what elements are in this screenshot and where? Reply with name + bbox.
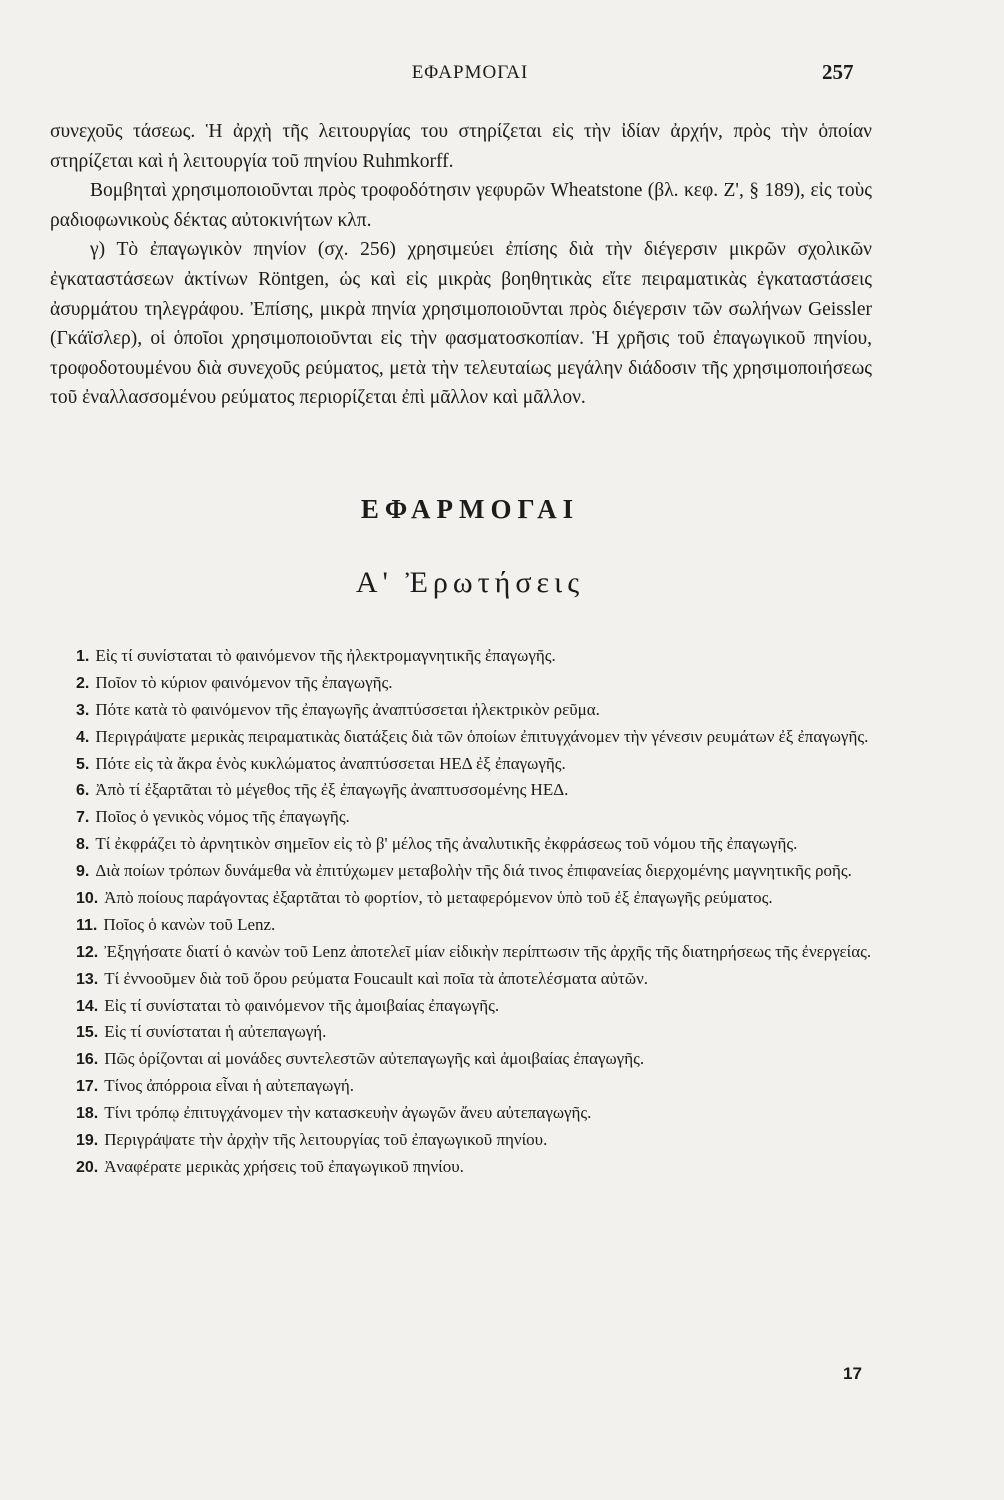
question-item bbox=[50, 751, 880, 777]
question-text: Ποῖον τὸ κύριον φαινόμενον τῆς ἐπαγωγῆς. bbox=[95, 672, 393, 692]
paragraph-continuation: συνεχοῦς τάσεως. Ἡ ἀρχὴ τῆς λειτουργίας του στηρίζεται εἰς τὴν ἰδίαν ἀρχήν, πρὸς τὴν ὁποίαν στηρίζεται καὶ ἡ λειτουργία τοῦ πηνίου Ruhmkorff. bbox=[50, 121, 872, 172]
question-text: Ἐξηγήσατε διατί ὁ κανὼν τοῦ Lenz ἀποτελεῖ μίαν εἰδικὴν περίπτωσιν τῆς ἀρχῆς τῆς διατηρήσεως τῆς ἐνεργείας. bbox=[104, 941, 872, 961]
signature-mark: 17 bbox=[843, 1364, 862, 1383]
running-title: ΕΦΑΡΜΟΓΑΙ bbox=[411, 62, 529, 83]
question-number: 9. bbox=[76, 863, 90, 881]
question-item bbox=[50, 1019, 880, 1045]
question-text: Ποῖος ὁ κανὼν τοῦ Lenz. bbox=[103, 914, 276, 934]
question-item bbox=[50, 804, 880, 830]
question-item bbox=[50, 912, 880, 938]
question-text: Πῶς ὁρίζονται αἱ μονάδες συντελεστῶν αὐτεπαγωγῆς καὶ ἀμοιβαίας ἐπαγωγῆς. bbox=[104, 1049, 645, 1069]
question-text: Εἰς τί συνίσταται ἡ αὐτεπαγωγή. bbox=[104, 1022, 327, 1042]
paragraph-buzzers: Βομβηταὶ χρησιμοποιοῦνται πρὸς τροφοδότησιν γεφυρῶν Wheatstone (βλ. κεφ. Ζ', § 189), εἰς τοὺς ραδιοφωνικοὺς δέκτας αὐτοκινήτων κλπ. bbox=[50, 180, 872, 231]
question-item bbox=[50, 993, 880, 1019]
question-number: 15. bbox=[76, 1024, 99, 1042]
question-text: Ἀπὸ τί ἐξαρτᾶται τὸ μέγεθος τῆς ἐξ ἐπαγωγῆς ἀναπτυσσομένης ΗΕΔ. bbox=[95, 780, 569, 800]
question-item bbox=[50, 939, 880, 965]
question-text: Πότε κατὰ τὸ φαινόμενον τῆς ἐπαγωγῆς ἀναπτύσσεται ἠλεκτρικὸν ρεῦμα. bbox=[95, 699, 600, 719]
question-text: Ποῖος ὁ γενικὸς νόμος τῆς ἐπαγωγῆς. bbox=[95, 807, 350, 827]
body-text bbox=[50, 117, 872, 413]
question-number: 19. bbox=[76, 1132, 99, 1150]
question-text: Διὰ ποίων τρόπων δυνάμεθα νὰ ἐπιτύχωμεν μεταβολὴν τῆς διά τινος ἐπιφανείας διερχομένης μαγνητικῆς ροῆς. bbox=[95, 861, 852, 881]
question-text: Τίνι τρόπῳ ἐπιτυγχάνομεν τὴν κατασκευὴν ἀγωγῶν ἄνευ αὐτεπαγωγῆς. bbox=[104, 1103, 592, 1123]
question-number: 16. bbox=[76, 1051, 99, 1069]
question-text: Τί ἐκφράζει τὸ ἀρνητικὸν σημεῖον εἰς τὸ β' μέλος τῆς ἀναλυτικῆς ἐκφράσεως τοῦ νόμου τῆς ἐπαγωγῆς. bbox=[95, 834, 798, 854]
question-text: Ἀπὸ ποίους παράγοντας ἐξαρτᾶται τὸ φορτίον, τὸ μεταφερόμενον ὑπὸ τοῦ ἐξ ἐπαγωγῆς ρεύματος. bbox=[104, 888, 773, 908]
question-text: Περιγράψατε μερικὰς πειραματικὰς διατάξεις διὰ τῶν ὁποίων ἐπιτυγχάνομεν τὴν γένεσιν ρευμάτων ἐξ ἐπαγωγῆς. bbox=[95, 726, 869, 746]
question-number: 17. bbox=[76, 1078, 99, 1096]
question-number: 10. bbox=[76, 890, 99, 908]
question-item bbox=[50, 670, 880, 696]
running-head bbox=[0, 60, 1004, 90]
question-text: Πότε εἰς τὰ ἄκρα ἑνὸς κυκλώματος ἀναπτύσσεται ΗΕΔ ἐξ ἐπαγωγῆς. bbox=[95, 753, 566, 773]
question-item bbox=[50, 1127, 880, 1153]
section-title: ΕΦΑΡΜΟΓΑΙ bbox=[360, 494, 580, 524]
question-text: Τί ἐννοοῦμεν διὰ τοῦ ὅρου ρεύματα Foucault καὶ ποῖα τὰ ἀποτελέσματα αὐτῶν. bbox=[104, 968, 649, 988]
question-number: 8. bbox=[76, 836, 90, 854]
question-number: 5. bbox=[76, 755, 90, 773]
page-number: 257 bbox=[822, 60, 854, 84]
question-item bbox=[50, 885, 880, 911]
question-number: 3. bbox=[76, 701, 90, 719]
question-item bbox=[50, 697, 880, 723]
question-item bbox=[50, 858, 880, 884]
question-item bbox=[50, 1046, 880, 1072]
question-number: 6. bbox=[76, 782, 90, 800]
question-item bbox=[50, 724, 880, 750]
question-number: 13. bbox=[76, 970, 99, 988]
question-number: 14. bbox=[76, 997, 99, 1015]
question-text: Ἀναφέρατε μερικὰς χρήσεις τοῦ ἐπαγωγικοῦ πηνίου. bbox=[104, 1156, 464, 1176]
question-item bbox=[50, 1073, 880, 1099]
question-number: 4. bbox=[76, 728, 90, 746]
question-number: 12. bbox=[76, 943, 99, 961]
question-item bbox=[50, 966, 880, 992]
paragraph-induction-coil: γ) Τὸ ἐπαγωγικὸν πηνίον (σχ. 256) χρησιμεύει ἐπίσης διὰ τὴν διέγερσιν μικρῶν σχολικῶν ἐγκαταστάσεων ἀκτίνων Röntgen, ὡς καὶ εἰς μικρὰς βοηθητικὰς εἴτε πειραματικὰς ἐγκαταστάσεις ἀσυρμάτου τηλεγράφου. Ἐπίσης, μικρὰ πηνία χρησιμοποιοῦνται πρὸς διέγερσιν τῶν σωλήνων Geissler (Γκάϊσλερ), οἱ ὁποῖοι χρησιμοποιοῦνται εἰς τὴν φασματοσκοπίαν. Ἡ χρῆσις τοῦ ἐπαγωγικοῦ πηνίου, τροφοδοτουμένου διὰ συνεχοῦς ρεύματος, μετὰ τὴν τελευταίως μεγάλην διάδοσιν τῆς χρησιμοποιήσεως τοῦ ἐναλλασσομένου ρεύματος περιορίζεται ἐπὶ μᾶλλον καὶ μᾶλλον. bbox=[50, 239, 872, 409]
question-number: 1. bbox=[76, 648, 90, 665]
question-item bbox=[50, 831, 880, 857]
question-number: 11. bbox=[76, 916, 98, 934]
subsection-title: Α' Ἐρωτήσεις bbox=[355, 566, 585, 599]
question-text: Εἰς τί συνίσταται τὸ φαινόμενον τῆς ἠλεκτρομαγνητικῆς ἐπαγωγῆς. bbox=[95, 646, 556, 665]
question-number: 20. bbox=[76, 1158, 99, 1176]
question-item bbox=[50, 777, 880, 803]
question-number: 7. bbox=[76, 809, 90, 827]
question-text: Περιγράψατε τὴν ἀρχὴν τῆς λειτουργίας τοῦ ἐπαγωγικοῦ πηνίου. bbox=[104, 1130, 548, 1150]
question-text: Εἰς τί συνίσταται τὸ φαινόμενον τῆς ἀμοιβαίας ἐπαγωγῆς. bbox=[104, 995, 500, 1015]
question-item bbox=[50, 1154, 880, 1180]
question-number: 18. bbox=[76, 1105, 99, 1123]
question-number: 2. bbox=[76, 674, 90, 692]
question-item bbox=[50, 1100, 880, 1126]
question-item bbox=[50, 643, 880, 669]
question-text: Τίνος ἀπόρροια εἶναι ἡ αὐτεπαγωγή. bbox=[104, 1076, 354, 1096]
questions-list bbox=[50, 643, 880, 1181]
